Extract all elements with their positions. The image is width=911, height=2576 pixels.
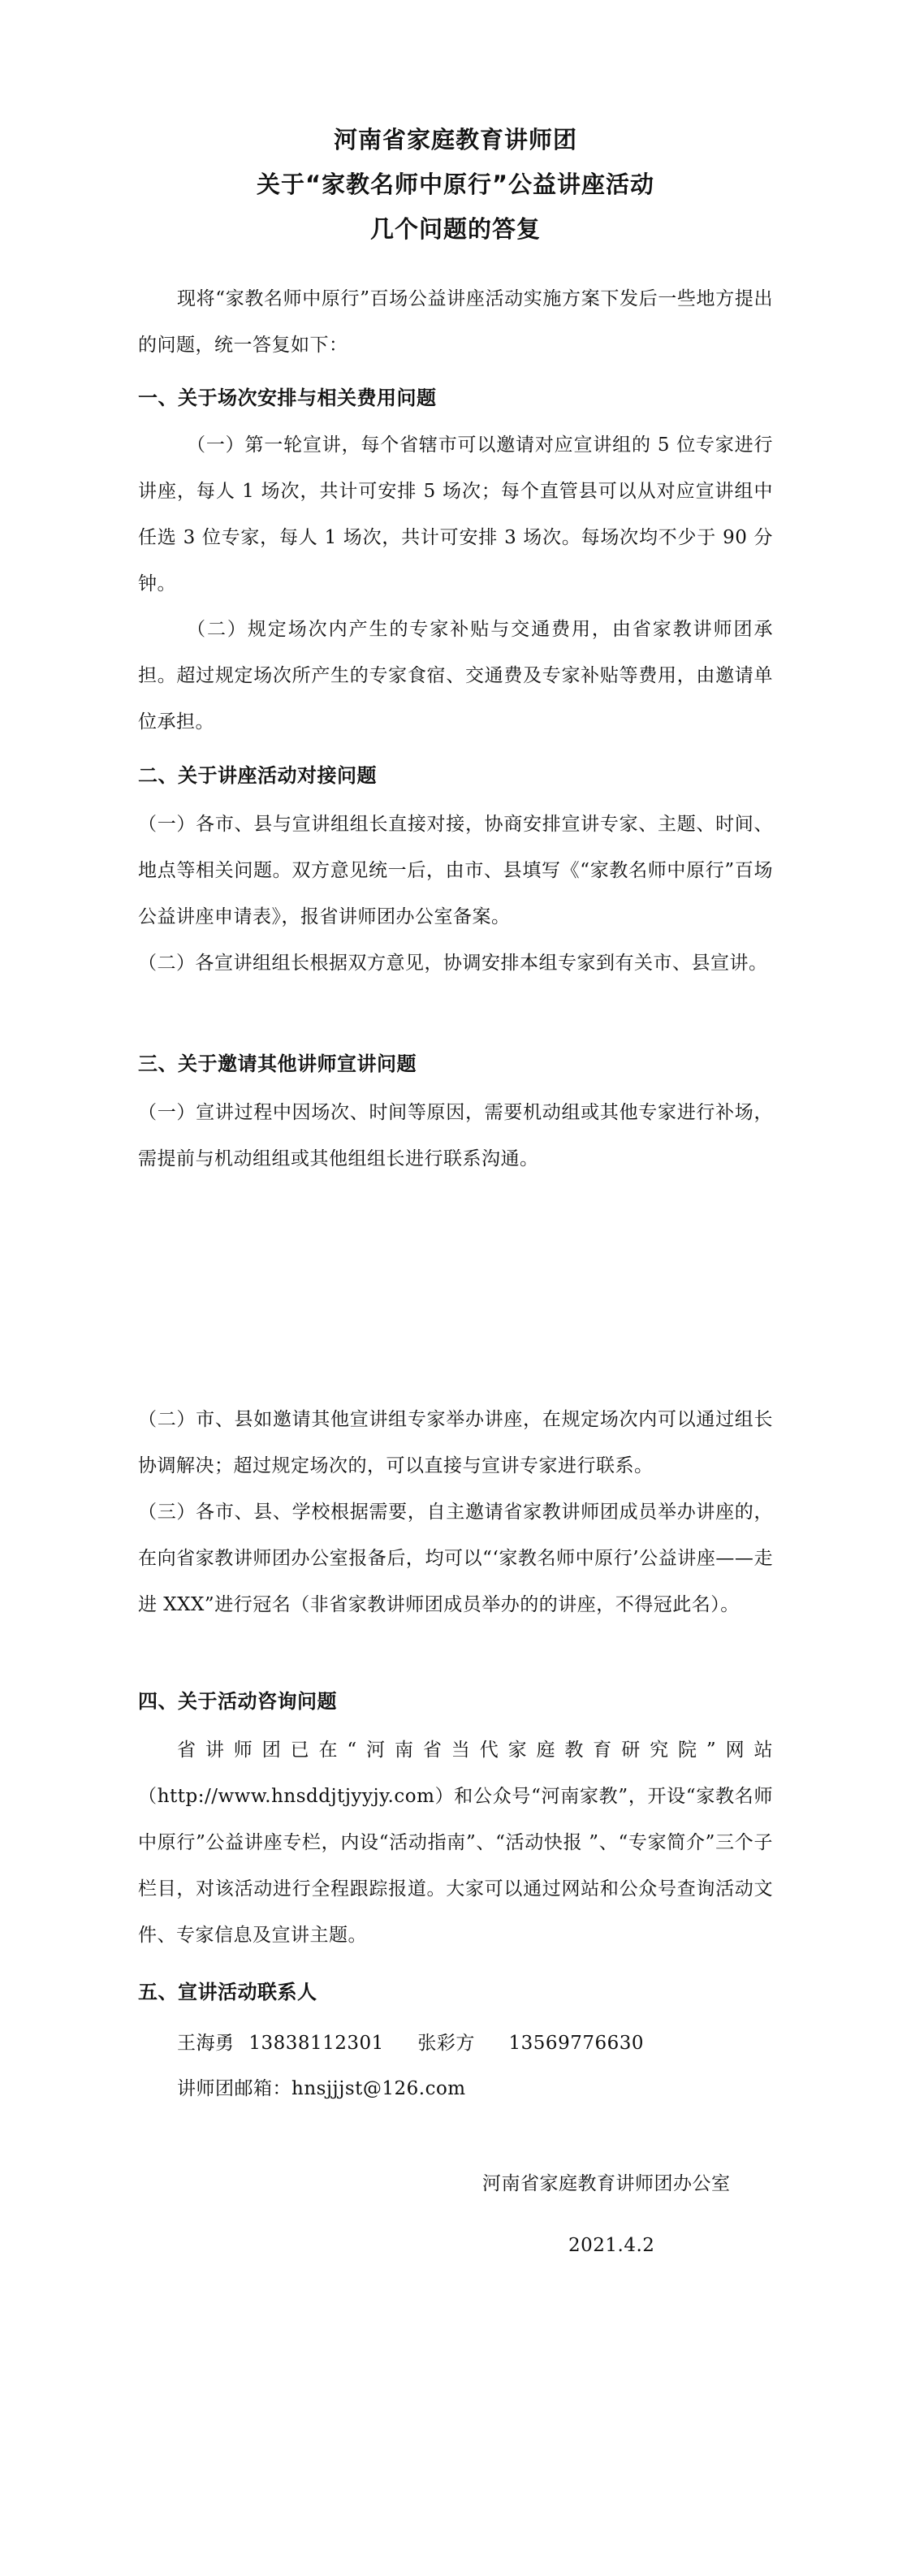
signature: 河南省家庭教育讲师团办公室	[482, 2173, 731, 2194]
contact-line	[177, 2028, 644, 2055]
email-label: 讲师团邮箱：	[177, 2078, 291, 2099]
email-line	[177, 2073, 466, 2100]
intro-paragraph: 现将“家教名师中原行”百场公益讲座活动实施方案下发后一些地方提出的问题，统一答复如下：	[138, 288, 773, 356]
section-3-paragraph-1: （一）宣讲过程中因场次、时间等原因，需要机动组或其他专家进行补场，需提前与机动组组或其他组组长进行联系沟通。	[138, 1102, 773, 1169]
contact-2-phone[interactable]: 13569776630	[508, 2033, 644, 2054]
document-date: 2021.4.2	[568, 2235, 655, 2256]
title-line-3: 几个问题的答复	[369, 215, 541, 243]
title-line-2: 关于“家教名师中原行”公益讲座活动	[256, 171, 655, 198]
section-5-heading: 五、宣讲活动联系人	[138, 1981, 317, 2003]
section-4-heading: 四、关于活动咨询问题	[138, 1690, 337, 1713]
section-3-paragraph-2: （二）市、县如邀请其他宣讲组专家举办讲座，在规定场次内可以通过组长协调解决；超过规定场次的，可以直接与宣讲专家进行联系。	[138, 1409, 773, 1476]
section-1-paragraph-2: （二）规定场次内产生的专家补贴与交通费用，由省家教讲师团承担。超过规定场次所产生的专家食宿、交通费及专家补贴等费用，由邀请单位承担。	[138, 619, 773, 733]
section-1-paragraph-1: （一）第一轮宣讲，每个省辖市可以邀请对应宣讲组的 5 位专家进行讲座，每人 1 场次，共计可安排 5 场次；每个直管县可以从对应宣讲组中任选 3 位专家，每人 1 场次，共计可安排 3 场次。每场次均不少于 90 分钟。	[138, 434, 773, 594]
contact-2-name: 张彩方	[417, 2033, 475, 2054]
section-4-paragraph-1: 省讲师团已在“河南省当代家庭教育研究院”网站（http://www.hnsddjtjyyjy.com）和公众号“河南家教”，开设“家教名师中原行”公益讲座专栏，内设“活动指南”、“活动快报 ”、“专家简介”三个子栏目，对该活动进行全程跟踪报道。大家可以通过网站和公众号查询活动文件、专家信息及宣讲主题。	[138, 1740, 773, 1946]
contact-1-name: 王海勇	[177, 2033, 235, 2054]
section-3-paragraph-3: （三）各市、县、学校根据需要，自主邀请省家教讲师团成员举办讲座的，在向省家教讲师团办公室报备后，均可以“‘家教名师中原行’公益讲座——走进 XXX”进行冠名（非省家教讲师团成员举办的的讲座，不得冠此名）。	[138, 1502, 773, 1615]
section-2-paragraph-1: （一）各市、县与宣讲组组长直接对接，协商安排宣讲专家、主题、时间、地点等相关问题。双方意见统一后，由市、县填写《“家教名师中原行”百场公益讲座申请表》，报省讲师团办公室备案。	[138, 814, 773, 927]
section-1-heading: 一、关于场次安排与相关费用问题	[138, 387, 437, 409]
email-link[interactable]: hnsjjjst@126.com	[291, 2078, 466, 2099]
contact-1-phone[interactable]: 13838112301	[248, 2033, 384, 2054]
title-line-1: 河南省家庭教育讲师团	[333, 126, 577, 153]
section-3-heading: 三、关于邀请其他讲师宣讲问题	[138, 1052, 417, 1075]
section-2-heading: 二、关于讲座活动对接问题	[138, 764, 377, 787]
section-2-paragraph-2: （二）各宣讲组组长根据双方意见，协调安排本组专家到有关市、县宣讲。	[138, 953, 768, 974]
